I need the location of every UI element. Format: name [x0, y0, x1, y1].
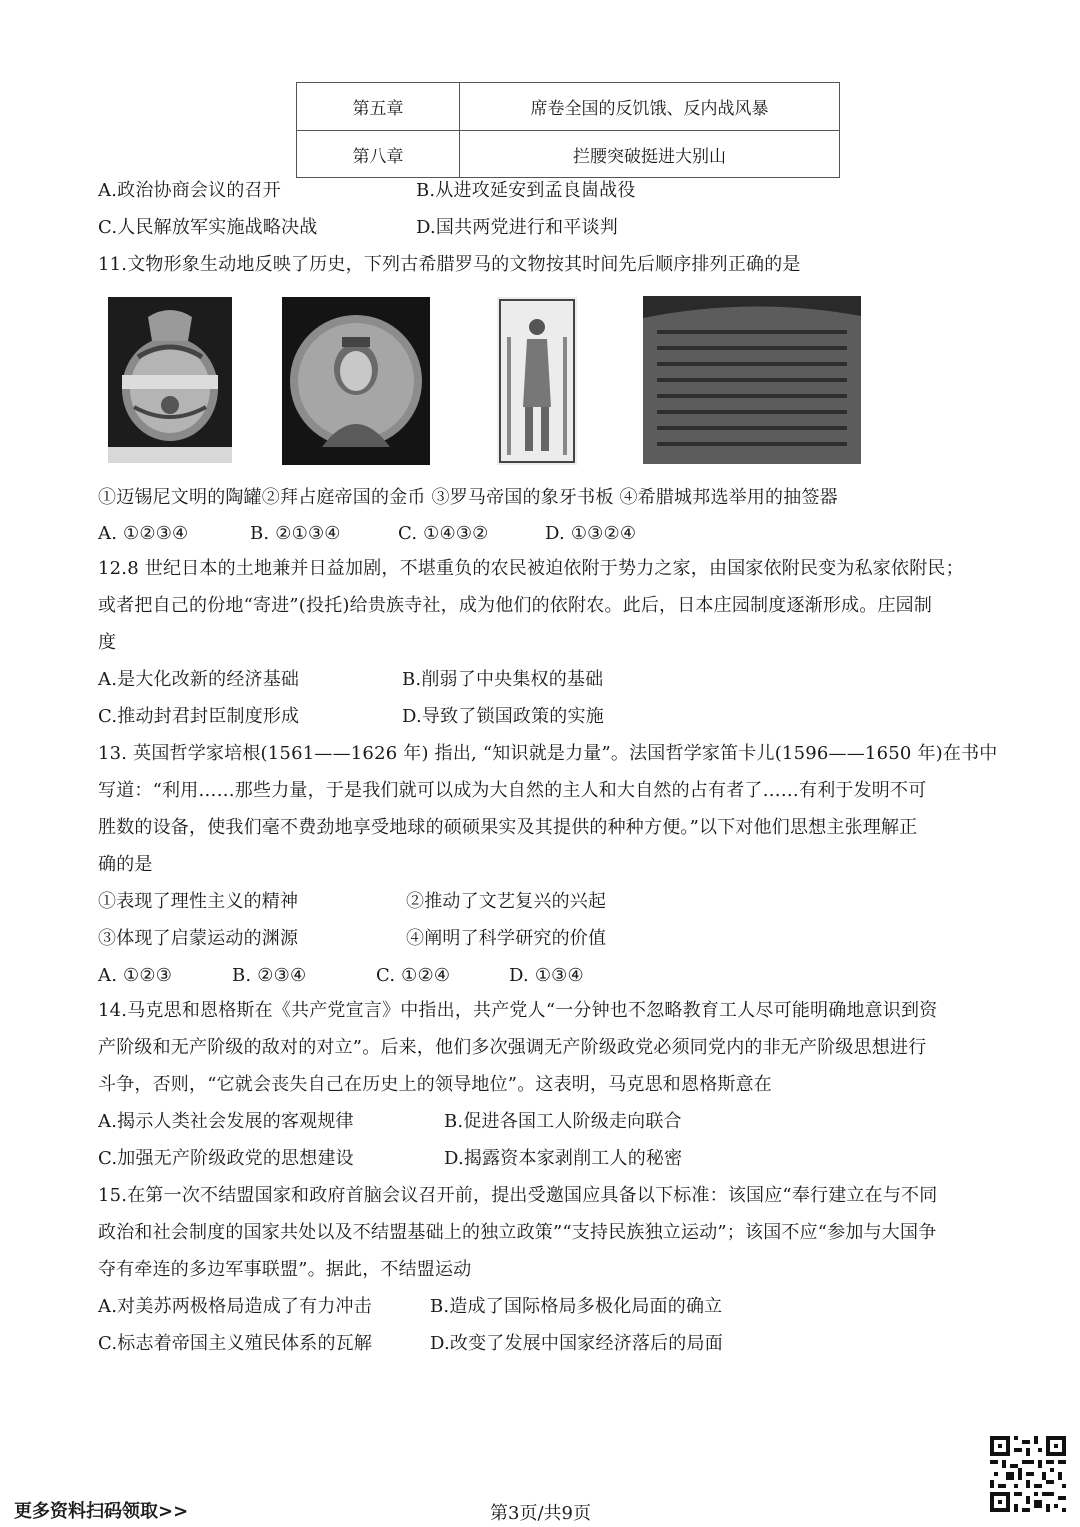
q12-option-c: C.推动封君封臣制度形成	[98, 706, 300, 727]
q14-stem-line2: 产阶级和无产阶级的敌对的对立”。后来，他们多次强调无产阶级政党必须同党内的非无产阶级思想进行	[98, 1037, 927, 1058]
q13-option-a: A. ①②③	[98, 965, 173, 986]
q13-option-d: D. ①③④	[509, 965, 584, 986]
q11-option-d: D. ①③②④	[545, 523, 637, 544]
q13-statement-4: ④阐明了科学研究的价值	[406, 928, 607, 949]
table-row	[297, 83, 839, 130]
q10-option-c: C.人民解放军实施战略决战	[98, 217, 318, 238]
q13-option-c: C. ①②④	[376, 965, 451, 986]
q13-stem-line1: 13. 英国哲学家培根(1561——1626 年) 指出, “知识就是力量”。法国哲学家笛卡儿(1596——1650 年)在书中	[98, 743, 998, 764]
byzantine-coin-image	[282, 297, 430, 465]
mycenaean-jar-image	[108, 297, 232, 463]
q14-stem-line3: 斗争，否则，“它就会丧失自己在历史上的领导地位”。这表明，马克思和恩格斯意在	[98, 1074, 773, 1095]
page-number: 第3页/共9页	[490, 1503, 591, 1524]
table-row	[297, 130, 839, 178]
q15-option-c: C.标志着帝国主义殖民体系的瓦解	[98, 1333, 373, 1354]
q12-stem-line2: 或者把自己的份地“寄进”(投托)给贵族寺社，成为他们的依附农。此后，日本庄园制度逐渐形成。庄园制	[98, 595, 933, 616]
q14-option-a: A.揭示人类社会发展的客观规律	[98, 1111, 354, 1132]
q14-option-c: C.加强无产阶级政党的思想建设	[98, 1148, 354, 1169]
q15-option-a: A.对美苏两极格局造成了有力冲击	[98, 1296, 372, 1317]
q13-statement-1: ①表现了理性主义的精神	[98, 891, 299, 912]
q11-captions: ①迈锡尼文明的陶罐②拜占庭帝国的金币 ③罗马帝国的象牙书板 ④希腊城邦选举用的抽签器	[98, 487, 838, 508]
qr-code-icon[interactable]	[990, 1436, 1066, 1512]
q13-statement-2: ②推动了文艺复兴的兴起	[406, 891, 607, 912]
chapter-table	[296, 82, 840, 178]
table-cell-title: 席卷全国的反饥饿、反内战风暴	[530, 99, 769, 119]
kleroterion-image	[643, 296, 861, 464]
ivory-tablet-image	[497, 297, 577, 465]
q11-option-c: C. ①④③②	[398, 523, 489, 544]
q15-stem-line1: 15.在第一次不结盟国家和政府首脑会议召开前，提出受邀国应具备以下标准：该国应“奉行建立在与不同	[98, 1185, 938, 1206]
q15-option-b: B.造成了国际格局多极化局面的确立	[430, 1296, 723, 1317]
q14-option-d: D.揭露资本家剥削工人的秘密	[444, 1148, 683, 1169]
q11-option-b: B. ②①③④	[250, 523, 341, 544]
q10-option-a: A.政治协商会议的召开	[98, 180, 281, 201]
q12-stem-line1: 12.8 世纪日本的土地兼并日益加剧，不堪重负的农民被迫依附于势力之家，由国家依附民变为私家依附民；	[98, 558, 964, 579]
q12-option-a: A.是大化改新的经济基础	[98, 669, 300, 690]
q14-option-b: B.促进各国工人阶级走向联合	[444, 1111, 682, 1132]
q13-statement-3: ③体现了启蒙运动的渊源	[98, 928, 299, 949]
q13-stem-line3: 胜数的设备，使我们毫不费劲地享受地球的硕硕果实及其提供的种种方便。”以下对他们思想主张理解正	[98, 817, 918, 838]
footer-promo-link[interactable]: 更多资料扫码领取>>	[14, 1501, 189, 1522]
table-cell-chapter: 第五章	[297, 83, 460, 130]
q13-stem-line2: 写道：“利用……那些力量，于是我们就可以成为大自然的主人和大自然的占有者了……有利于发明不可	[98, 780, 927, 801]
q11-stem: 11.文物形象生动地反映了历史，下列古希腊罗马的文物按其时间先后顺序排列正确的是	[98, 254, 801, 275]
q11-option-a: A. ①②③④	[98, 523, 189, 544]
q12-option-b: B.削弱了中央集权的基础	[402, 669, 604, 690]
q13-option-b: B. ②③④	[232, 965, 307, 986]
q12-option-d: D.导致了锁国政策的实施	[402, 706, 604, 727]
q15-stem-line2: 政治和社会制度的国家共处以及不结盟基础上的独立政策”“支持民族独立运动”；该国不应“参加与大国争	[98, 1222, 937, 1243]
q15-option-d: D.改变了发展中国家经济落后的局面	[430, 1333, 723, 1354]
table-cell-chapter: 第八章	[297, 131, 460, 178]
q12-stem-line3: 度	[98, 632, 117, 653]
q15-stem-line3: 夺有牵连的多边军事联盟”。据此，不结盟运动	[98, 1259, 472, 1280]
table-cell-title: 拦腰突破挺进大别山	[573, 147, 726, 167]
q14-stem-line1: 14.马克思和恩格斯在《共产党宣言》中指出，共产党人“一分钟也不忽略教育工人尽可能明确地意识到资	[98, 1000, 938, 1021]
q10-option-b: B.从进攻延安到孟良崮战役	[416, 180, 636, 201]
q13-stem-line4: 确的是	[98, 854, 153, 875]
q10-option-d: D.国共两党进行和平谈判	[416, 217, 618, 238]
